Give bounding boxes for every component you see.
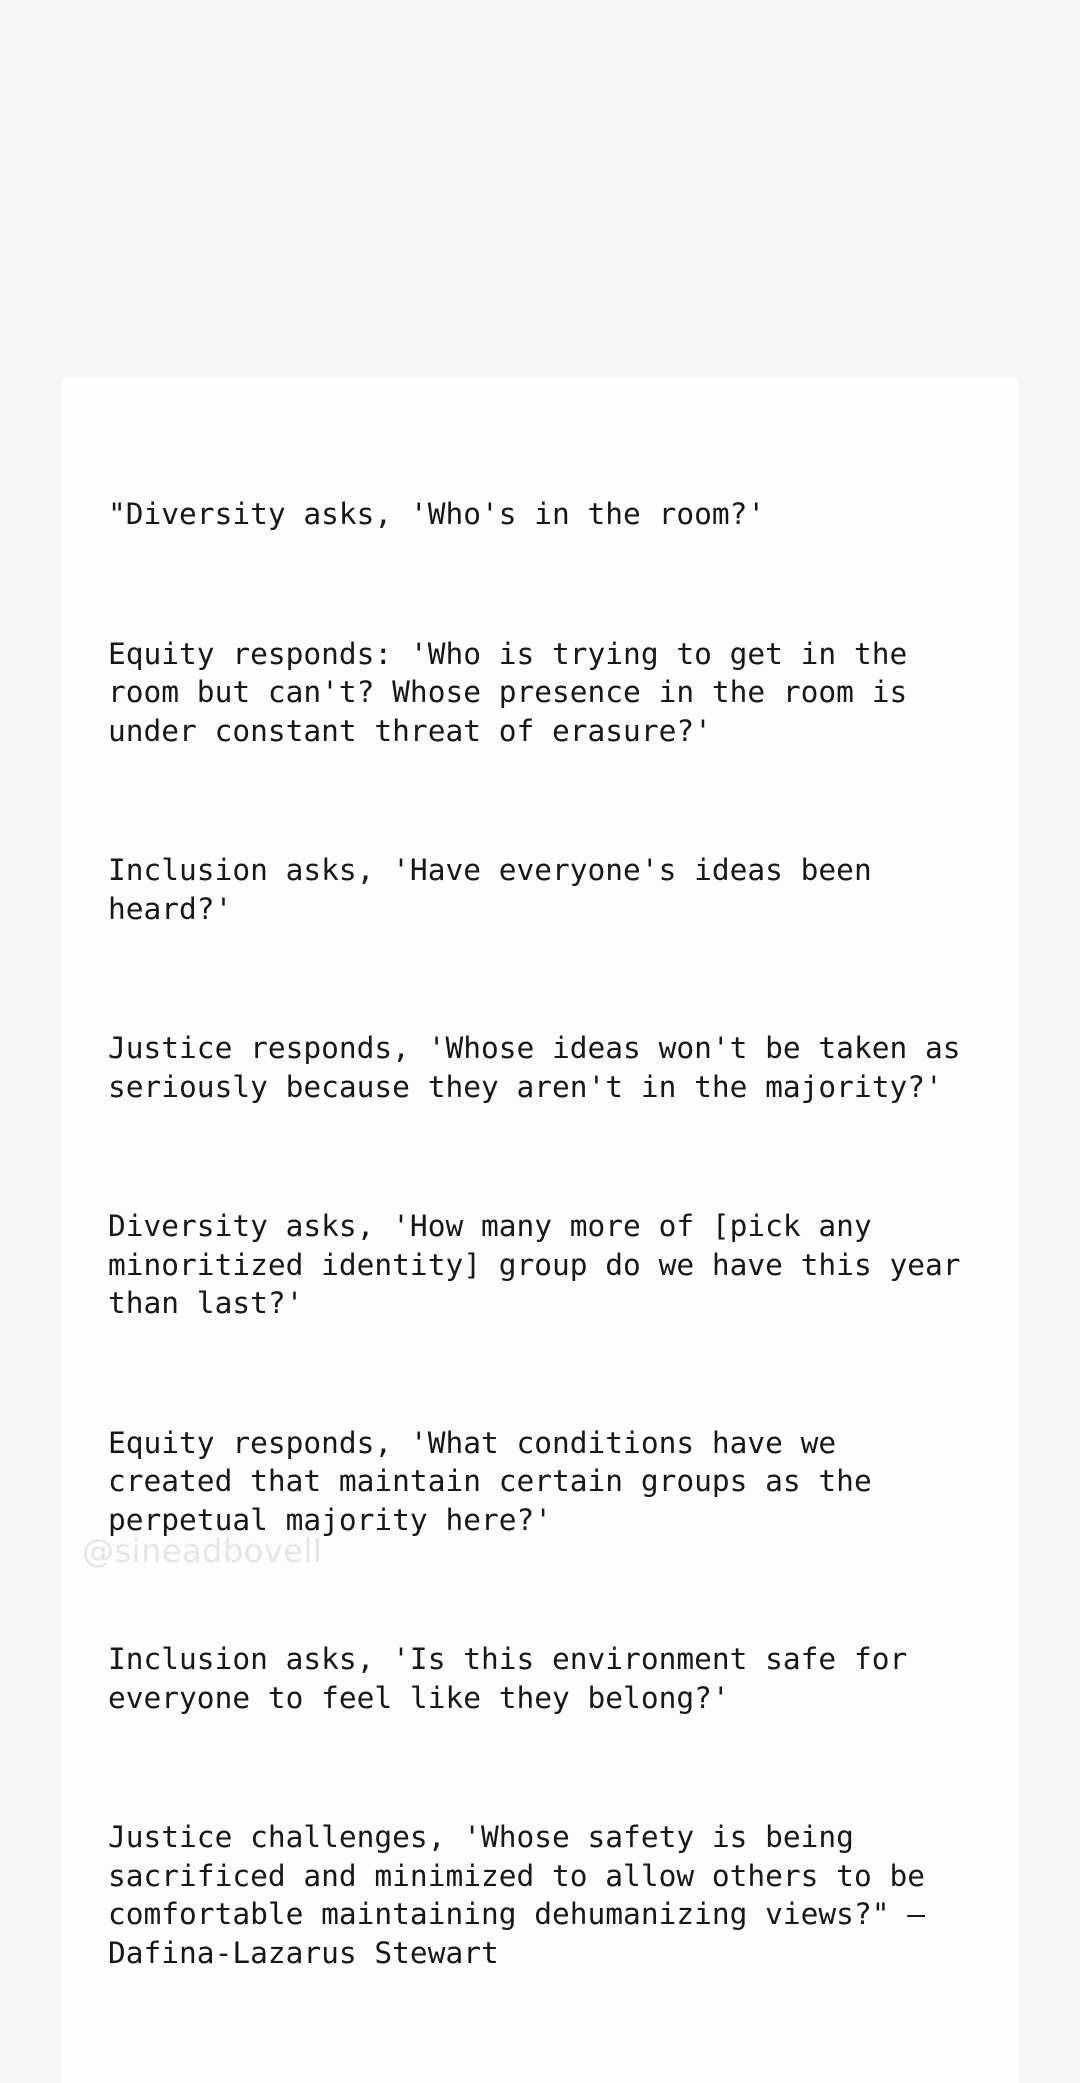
quote-paragraph: "Diversity asks, 'Who's in the room?' bbox=[108, 497, 766, 531]
watermark-handle: @sineadbovell bbox=[82, 1532, 323, 1570]
quote-card bbox=[62, 378, 1018, 2083]
quote-paragraph: Equity responds, 'What conditions have we created that maintain certain groups as the perpetual majority here?' bbox=[108, 1425, 890, 1537]
quote-paragraph: Justice challenges, 'Whose safety is being sacrificed and minimized to allow others to be comfortable maintaining dehumanizing views?" — Dafina-Lazarus Stewart bbox=[108, 1820, 943, 1970]
quote-paragraph: Diversity asks, 'How many more of [pick any minoritized identity] group do we have this year than last?' bbox=[108, 1209, 979, 1320]
quote-paragraph: Inclusion asks, 'Have everyone's ideas been heard?' bbox=[108, 853, 890, 926]
quote-paragraph: Equity responds: 'Who is trying to get in the room but can't? Whose presence in the room is under constant threat of erasure?' bbox=[108, 636, 925, 748]
quote-paragraph: Justice responds, 'Whose ideas won't be taken as seriously because they aren't in the majority?' bbox=[108, 1031, 979, 1104]
quote-paragraph: Inclusion asks, 'Is this environment safe for everyone to feel like they belong?' bbox=[108, 1642, 925, 1715]
quote-text-block bbox=[108, 418, 979, 2049]
